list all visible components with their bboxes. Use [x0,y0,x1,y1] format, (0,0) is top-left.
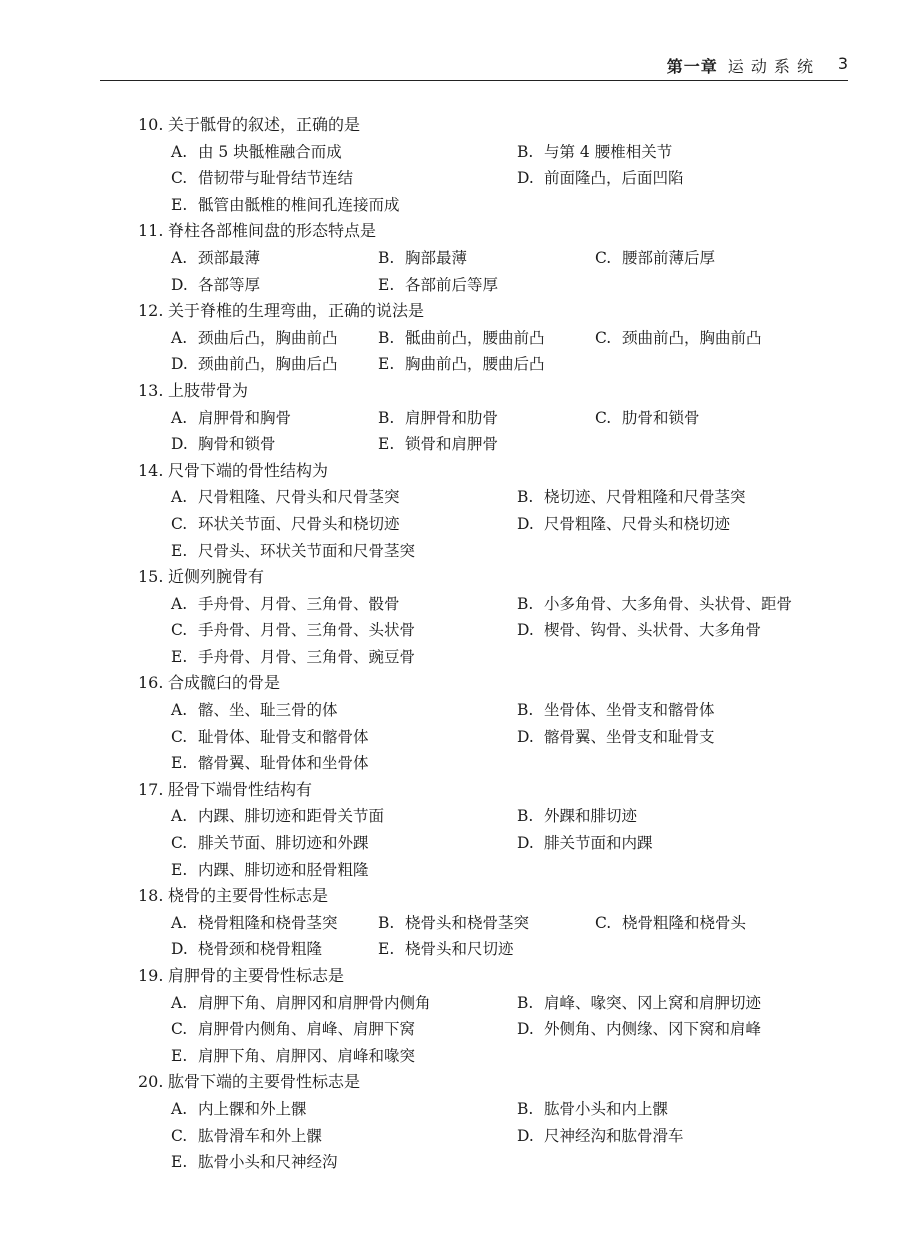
answer-option [517,803,637,830]
option-text: 尺神经沟和肱骨滑车 [544,1126,684,1145]
option-text: 桡骨头和桡骨茎突 [405,913,530,932]
option-row [171,724,838,751]
option-text: 前面隆凸，后面凹陷 [544,169,684,188]
answer-option [595,910,746,937]
answer-option [171,750,369,777]
answer-option [171,1149,338,1176]
option-text: 桡骨颈和桡骨粗隆 [198,940,323,959]
option-text: 手舟骨、月骨、三角骨、头状骨 [198,621,416,640]
option-label: D. [517,1020,534,1039]
question-block [138,777,838,883]
question-text: 肱骨下端的主要骨性标志是 [168,1072,361,1092]
option-label: C. [595,328,612,347]
answer-option [171,351,338,378]
question-stem [138,883,838,910]
option-text: 颈曲后凸，胸曲前凸 [198,328,338,347]
question-text: 脊柱各部椎间盘的形态特点是 [168,221,377,241]
question-block [138,1069,838,1175]
answer-option [517,165,684,192]
option-label: C. [171,727,188,746]
answer-option [517,139,672,166]
question-text: 肩胛骨的主要骨性标志是 [168,966,345,985]
option-label: C. [171,169,188,188]
answer-option [171,272,260,299]
answer-option [171,431,276,458]
option-text: 手舟骨、月骨、三角骨、骰骨 [198,594,400,613]
option-label: E. [171,647,188,666]
answer-option [171,1123,322,1150]
option-text: 由 5 块骶椎融合而成 [198,142,342,161]
option-text: 颈曲前凸，胸曲后凸 [198,355,338,374]
option-label: A. [171,913,188,932]
answer-option [171,803,384,830]
question-block [138,564,838,670]
option-text: 与第 4 腰椎相关节 [544,142,673,161]
question-number: 10. [138,115,164,134]
option-group [171,697,838,777]
question-number: 19. [138,966,164,985]
question-block [138,963,838,1069]
answer-option [517,1016,761,1043]
option-text: 桡切迹、尺骨粗隆和尺骨茎突 [544,488,746,507]
option-label: D. [171,940,188,959]
option-row [171,484,838,511]
answer-option [171,245,260,272]
option-text: 肩峰、喙突、冈上窝和肩胛切迹 [544,993,762,1012]
answer-option [517,724,715,751]
option-text: 内踝、腓切迹和距骨关节面 [198,807,385,826]
option-text: 小多角骨、大多角骨、头状骨、距骨 [544,594,793,613]
option-label: B. [378,913,395,932]
option-text: 桡骨粗隆和桡骨头 [622,913,747,932]
option-label: C. [171,1020,188,1039]
option-label: E. [171,195,188,214]
answer-option [171,511,400,538]
option-label: D. [517,514,534,533]
option-group [171,591,838,671]
question-text: 尺骨下端的骨性结构为 [168,460,329,480]
question-number: 14. [138,460,164,480]
option-text: 坐骨体、坐骨支和髂骨体 [544,701,715,720]
option-text: 锁骨和肩胛骨 [405,435,499,454]
option-text: 髂骨翼、耻骨体和坐骨体 [198,754,369,773]
answer-option [378,272,498,299]
option-row [171,591,838,618]
option-text: 肩胛下角、肩胛冈和肩胛骨内侧角 [198,993,431,1012]
option-row [171,750,838,777]
option-row [171,192,838,219]
option-text: 各部等厚 [198,275,261,294]
option-text: 肱骨小头和尺神经沟 [198,1153,338,1172]
question-stem [138,963,838,990]
answer-option [595,325,762,352]
answer-option [517,830,653,857]
option-label: A. [171,807,188,826]
option-label: A. [171,993,188,1012]
question-block [138,218,838,298]
question-block [138,112,838,218]
option-text: 手舟骨、月骨、三角骨、豌豆骨 [198,647,416,666]
option-group [171,803,838,883]
option-row [171,990,838,1017]
question-stem [138,564,838,591]
option-label: E. [171,860,188,879]
question-text: 关于脊椎的生理弯曲，正确的说法是 [168,301,425,321]
answer-option [517,617,761,644]
option-label: E. [378,275,395,294]
option-group [171,990,838,1070]
answer-option [517,511,730,538]
option-text: 颈部最薄 [198,248,261,267]
option-label: A. [171,408,188,427]
option-text: 内踝、腓切迹和胫骨粗隆 [198,860,369,879]
answer-option [171,697,338,724]
answer-option [171,830,369,857]
chapter-label: 第一章 [666,57,718,76]
question-block [138,378,838,458]
question-stem [138,112,838,139]
option-row [171,431,838,458]
answer-option [171,139,342,166]
option-text: 肱骨小头和内上髁 [544,1099,669,1118]
option-row [171,272,838,299]
option-group [171,484,838,564]
question-text: 桡骨的主要骨性标志是 [168,886,329,906]
option-label: A. [171,1099,188,1118]
option-row [171,644,838,671]
question-text: 关于骶骨的叙述，正确的是 [168,115,361,134]
option-text: 骶曲前凸，腰曲前凸 [405,328,545,347]
answer-option [595,405,700,432]
option-text: 腓关节面、腓切迹和外踝 [198,834,369,853]
option-group [171,1096,838,1176]
option-row [171,405,838,432]
answer-option [171,1096,307,1123]
option-text: 腰部前薄后厚 [622,248,716,267]
question-number: 11. [138,221,164,241]
option-text: 骶管由骶椎的椎间孔连接而成 [198,195,400,214]
option-row [171,830,838,857]
question-number: 16. [138,673,164,693]
answer-option [171,165,353,192]
question-stem [138,298,838,325]
option-row [171,1016,838,1043]
option-label: D. [517,1126,534,1145]
answer-option [171,724,369,751]
question-text: 上肢带骨为 [168,380,249,400]
answer-option [171,1016,415,1043]
option-text: 肋骨和锁骨 [622,408,700,427]
chapter-title: 运 动 系 统 [727,57,814,76]
question-stem [138,1069,838,1096]
option-text: 内上髁和外上髁 [198,1099,307,1118]
option-label: E. [171,1153,188,1172]
answer-option [171,936,322,963]
answer-option [171,192,400,219]
chapter-heading [667,54,814,77]
option-text: 腓关节面和内踝 [544,834,653,853]
option-row [171,1123,838,1150]
answer-option [378,405,498,432]
option-text: 胸骨和锁骨 [198,435,276,454]
option-label: B. [517,807,534,826]
question-text: 胫骨下端骨性结构有 [168,779,313,799]
answer-option [517,697,715,724]
option-label: A. [171,248,188,267]
option-label: C. [171,621,188,640]
answer-option [517,1096,668,1123]
option-label: D. [517,169,534,188]
option-row [171,538,838,565]
option-row [171,857,838,884]
option-label: E. [378,940,395,959]
option-label: B. [378,408,395,427]
option-label: C. [171,834,188,853]
answer-option [171,405,291,432]
option-label: E. [378,355,395,374]
option-row [171,245,838,272]
option-row [171,1096,838,1123]
option-label: B. [517,488,534,507]
answer-option [171,644,415,671]
option-label: D. [517,621,534,640]
question-stem [138,777,838,804]
option-label: B. [517,701,534,720]
option-label: B. [378,328,395,347]
question-block [138,670,838,776]
question-number: 12. [138,301,164,321]
option-label: A. [171,488,188,507]
option-label: E. [171,754,188,773]
option-group [171,910,838,963]
option-text: 肩胛骨内侧角、肩峰、肩胛下窝 [198,1020,416,1039]
question-stem [138,458,838,485]
option-row [171,910,838,937]
option-label: E. [171,541,188,560]
answer-option [171,857,369,884]
option-label: A. [171,701,188,720]
answer-option [171,617,415,644]
option-label: E. [378,435,395,454]
answer-option [171,484,400,511]
option-text: 桡骨头和尺切迹 [405,940,514,959]
option-text: 尺骨粗隆、尺骨头和尺骨茎突 [198,488,400,507]
option-text: 肩胛下角、肩胛冈、肩峰和喙突 [198,1046,416,1065]
option-row [171,351,838,378]
option-text: 尺骨头、环状关节面和尺骨茎突 [198,541,416,560]
answer-option [517,484,746,511]
option-row [171,936,838,963]
option-text: 外侧角、内侧缘、冈下窝和肩峰 [544,1020,762,1039]
answer-option [378,431,498,458]
option-label: E. [171,1046,188,1065]
option-text: 肱骨滑车和外上髁 [198,1126,323,1145]
option-row [171,139,838,166]
answer-option [378,325,545,352]
option-label: D. [171,275,188,294]
question-stem [138,218,838,245]
option-label: B. [517,993,534,1012]
answer-option [378,351,545,378]
option-label: B. [378,248,395,267]
option-text: 外踝和腓切迹 [544,807,638,826]
answer-option [171,1043,415,1070]
option-text: 环状关节面、尺骨头和桡切迹 [198,514,400,533]
answer-option [171,325,338,352]
answer-option [171,591,400,618]
option-label: A. [171,328,188,347]
question-block [138,298,838,378]
question-stem [138,378,838,405]
option-label: D. [517,834,534,853]
question-number: 17. [138,779,164,799]
answer-option [171,990,431,1017]
option-text: 各部前后等厚 [405,275,499,294]
question-number: 18. [138,886,164,906]
option-label: A. [171,594,188,613]
question-number: 13. [138,380,164,400]
option-label: A. [171,142,188,161]
answer-option [171,910,338,937]
answer-option [378,910,529,937]
option-row [171,325,838,352]
option-text: 胸部最薄 [405,248,468,267]
option-group [171,405,838,458]
option-row [171,1149,838,1176]
option-text: 髂骨翼、坐骨支和耻骨支 [544,727,715,746]
question-list [138,112,838,1176]
answer-option [517,1123,684,1150]
option-row [171,1043,838,1070]
option-text: 尺骨粗隆、尺骨头和桡切迹 [544,514,731,533]
option-label: C. [171,514,188,533]
option-text: 借韧带与耻骨结节连结 [198,169,354,188]
option-group [171,325,838,378]
question-text: 合成髋臼的骨是 [168,673,281,693]
option-label: B. [517,1099,534,1118]
option-row [171,617,838,644]
option-group [171,139,838,219]
option-text: 肩胛骨和胸骨 [198,408,292,427]
option-text: 桡骨粗隆和桡骨茎突 [198,913,338,932]
answer-option [378,245,467,272]
option-row [171,803,838,830]
option-text: 颈曲前凸，胸曲前凸 [622,328,762,347]
question-text: 近侧列腕骨有 [168,567,265,587]
option-row [171,697,838,724]
page-number: 3 [837,54,848,73]
option-label: C. [171,1126,188,1145]
option-label: B. [517,594,534,613]
question-number: 20. [138,1072,164,1092]
question-block [138,458,838,564]
option-text: 髂、坐、耻三骨的体 [198,701,338,720]
question-block [138,883,838,963]
answer-option [517,591,792,618]
option-row [171,165,838,192]
option-label: D. [171,355,188,374]
answer-option [595,245,715,272]
question-stem [138,670,838,697]
option-group [171,245,838,298]
answer-option [378,936,514,963]
option-text: 胸曲前凸，腰曲后凸 [405,355,545,374]
option-label: C. [595,913,612,932]
running-header [100,48,848,81]
option-text: 楔骨、钩骨、头状骨、大多角骨 [544,621,762,640]
answer-option [517,990,761,1017]
option-text: 肩胛骨和肋骨 [405,408,499,427]
option-label: C. [595,248,612,267]
option-label: B. [517,142,534,161]
option-label: D. [171,435,188,454]
option-row [171,511,838,538]
question-number: 15. [138,567,164,587]
answer-option [171,538,415,565]
option-label: D. [517,727,534,746]
option-text: 耻骨体、耻骨支和髂骨体 [198,727,369,746]
option-label: C. [595,408,612,427]
